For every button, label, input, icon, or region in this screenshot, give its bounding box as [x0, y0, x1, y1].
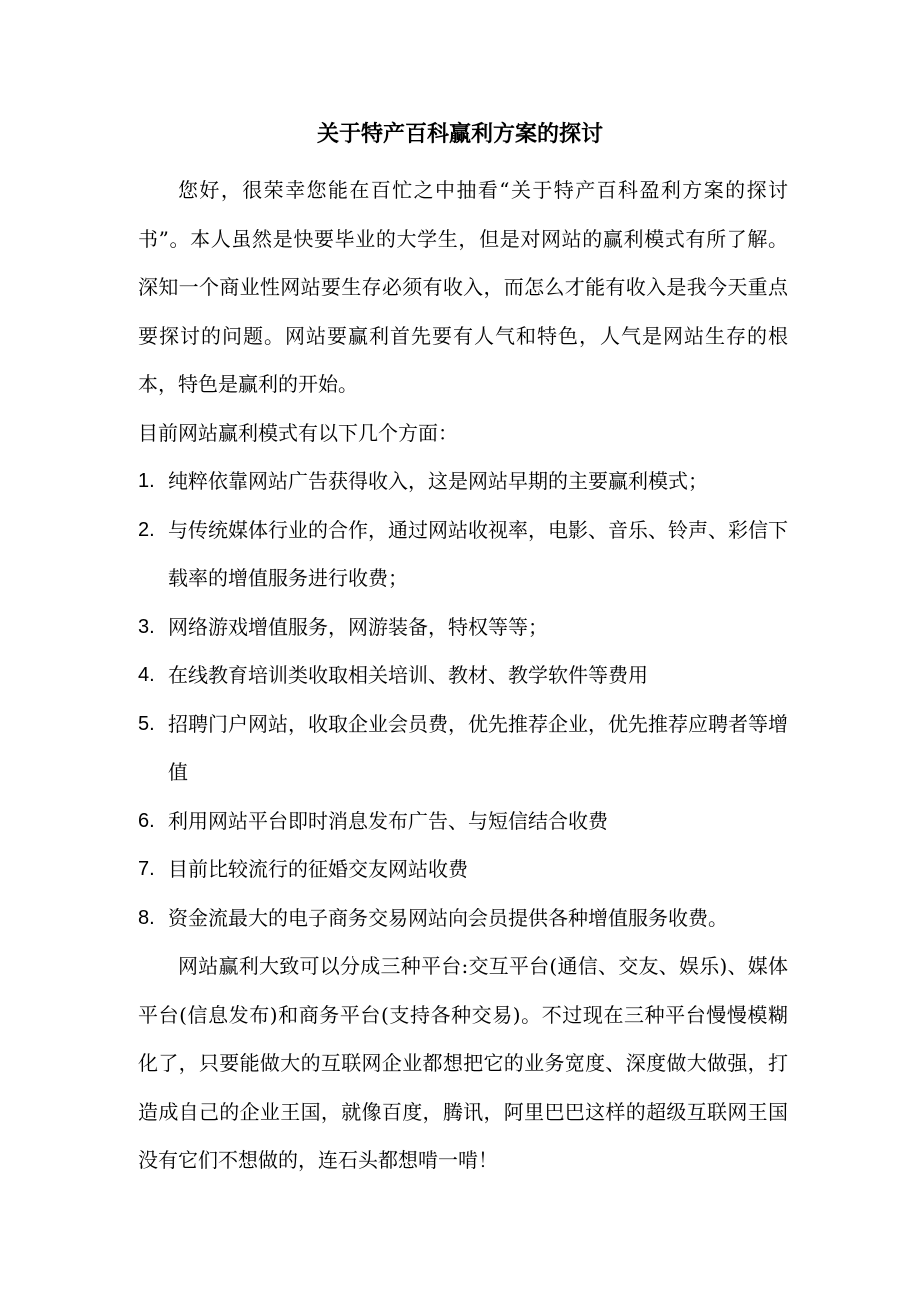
list-item-number: 7. [138, 858, 155, 880]
list-item-number: 6. [138, 809, 155, 832]
list-item [138, 603, 788, 652]
list-item-number: 1. [138, 470, 155, 492]
list-item-number: 4. [138, 664, 155, 686]
list-item-text: 纯粹依靠网站广告获得收入，这是网站早期的主要赢利模式； [168, 469, 708, 493]
list-item-text: 目前比较流行的征婚交友网站收费 [168, 857, 468, 881]
closing-paragraph: 网站赢利大致可以分成三种平台:交互平台(通信、交友、娱乐)、媒体平台(信息发布)和商务平台(支持各种交易)。不过现在三种平台慢慢模糊化了，只要能做大的互联网企业都想把它的业务宽度、深度做大做强，打造成自己的企业王国，就像百度，腾讯，阿里巴巴这样的超级互联网王国没有它们不想做的，连石头都想啃一啃！ [138, 954, 788, 1172]
list-item [138, 845, 788, 894]
list-item-text: 在线教育培训类收取相关培训、教材、教学软件等费用 [168, 663, 648, 687]
list-heading: 目前网站赢利模式有以下几个方面： [138, 420, 458, 445]
document-title: 关于特产百科赢利方案的探讨 [316, 121, 603, 147]
revenue-model-list [138, 457, 788, 942]
list-item-text: 资金流最大的电子商务交易网站向会员提供各种增值服务收费。 [168, 905, 728, 930]
intro-paragraph: 您好，很荣幸您能在百忙之中抽看“关于特产百科盈利方案的探讨书”。本人虽然是快要毕业的大学生，但是对网站的赢利模式有所了解。深知一个商业性网站要生存必须有收入，而怎么才能有收入是我今天重点要探讨的问题。网站要赢利首先要有人气和特色，人气是网站生存的根本，特色是赢利的开始。 [138, 178, 788, 396]
list-item-number: 8. [138, 906, 155, 929]
list-item [138, 457, 788, 506]
list-item [138, 797, 788, 846]
list-item [138, 700, 788, 797]
list-item-number: 3. [138, 615, 155, 638]
list-item-text: 招聘门户网站，收取企业会员费，优先推荐企业，优先推荐应聘者等增值 [168, 711, 788, 784]
list-item [138, 506, 788, 603]
document-body [138, 166, 788, 1185]
list-item [138, 894, 788, 943]
list-item-number: 5. [138, 712, 155, 735]
list-item [138, 651, 788, 700]
list-item-text: 利用网站平台即时消息发布广告、与短信结合收费 [168, 808, 608, 833]
list-item-text: 网络游戏增值服务，网游装备，特权等等； [168, 614, 548, 639]
list-item-number: 2. [138, 518, 155, 541]
list-item-text: 与传统媒体行业的合作，通过网站收视率，电影、音乐、铃声、彩信下载率的增值服务进行收费； [168, 517, 788, 590]
